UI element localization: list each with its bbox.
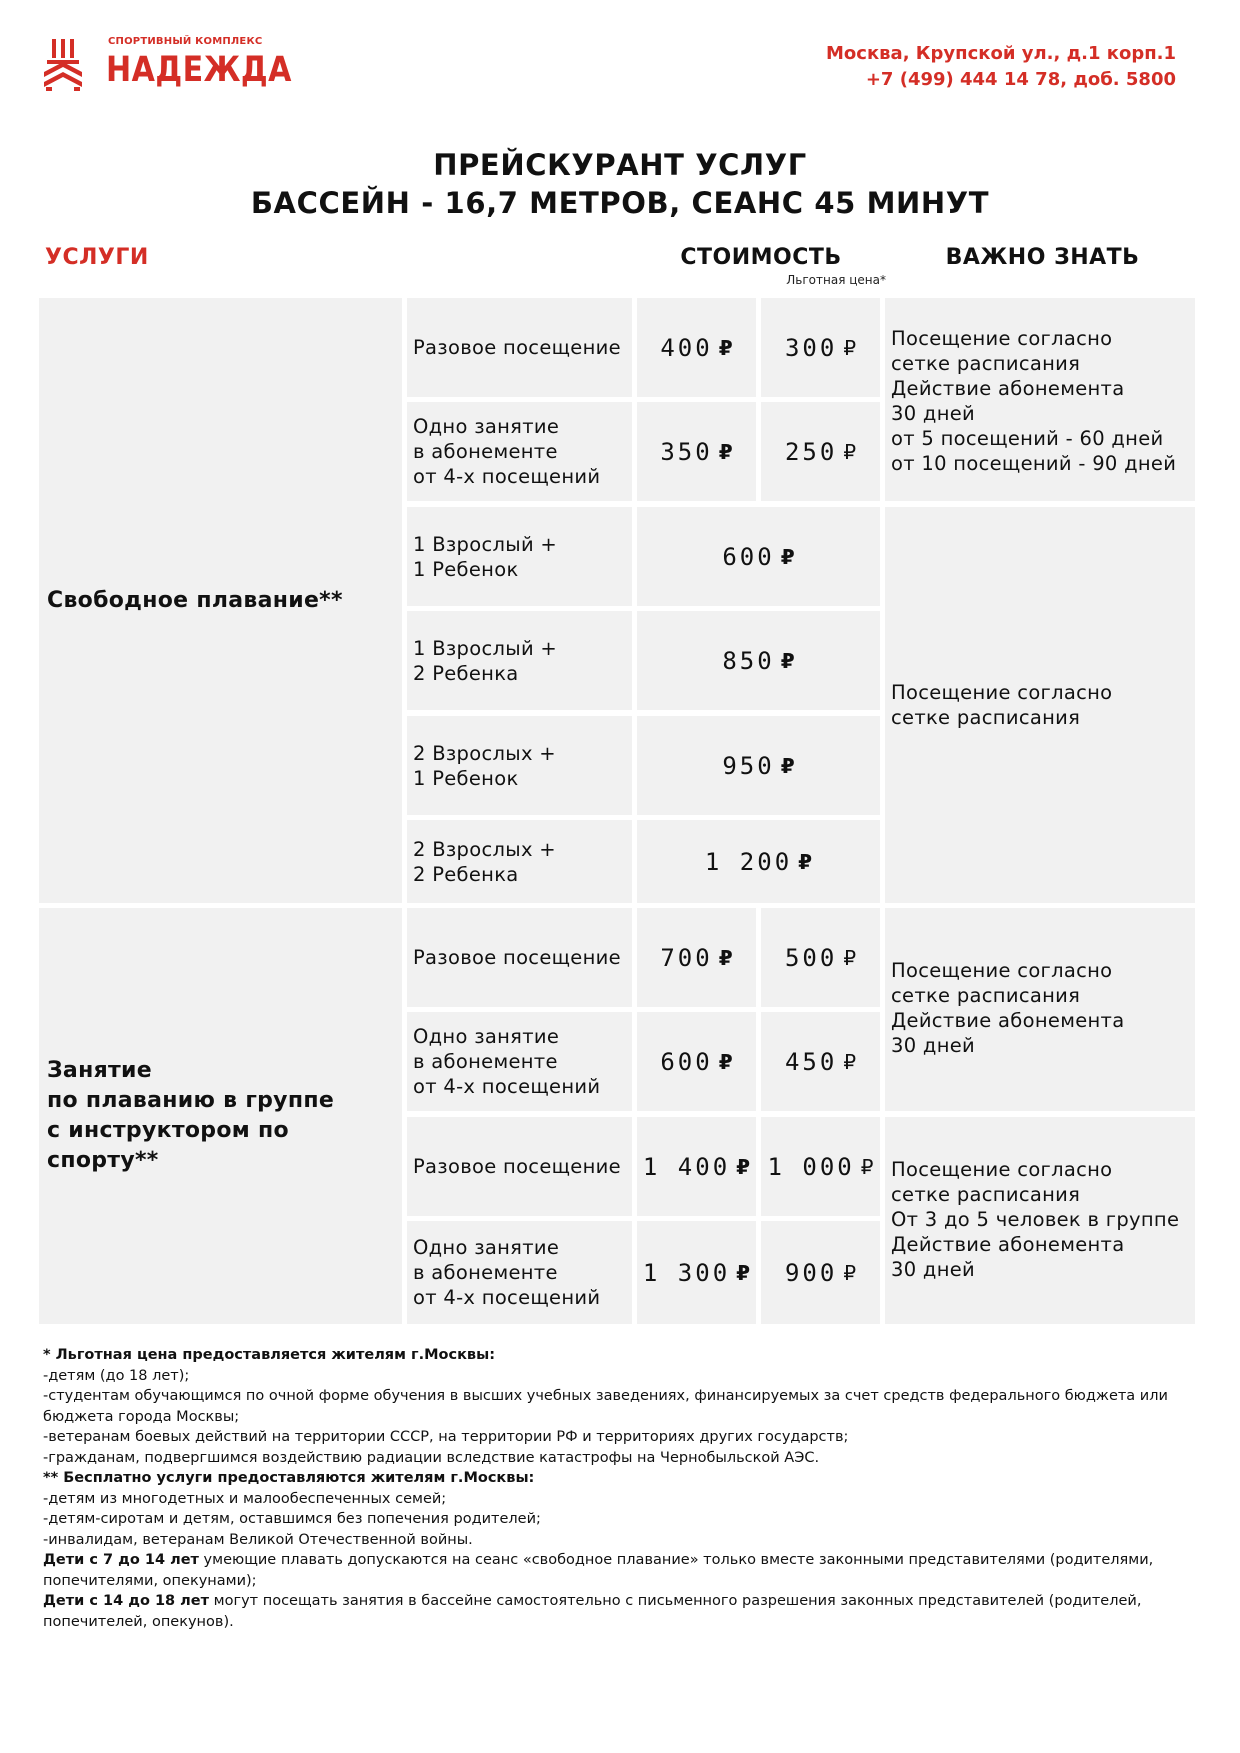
- ruble-icon: ₽: [736, 1260, 751, 1285]
- price-cell: [637, 1117, 756, 1216]
- price-cell: [637, 298, 756, 397]
- ruble-icon: ₽: [843, 335, 857, 360]
- discount-price-cell: [761, 1117, 880, 1216]
- logo-subtitle: СПОРТИВНЫЙ КОМПЛЕКС: [108, 36, 263, 47]
- discount-note-item: -студентам обучающимся по очной форме обучения в высших учебных заведениях, финансируемых за счет средств федерального бюджета или бюджета города Москвы;: [43, 1388, 1168, 1425]
- ruble-icon: ₽: [843, 1049, 857, 1074]
- kids-7-14-text: умеющие плавать допускаются на сеанс «свободное плавание» только вместе законными представителями (родителями, попечителями, опекунами);: [43, 1552, 1154, 1589]
- free-note-item: -инвалидам, ветеранам Великой Отечественной войны.: [43, 1531, 473, 1548]
- page-title: ПРЕЙСКУРАНТ УСЛУГ: [433, 148, 807, 182]
- ruble-icon: ₽: [718, 335, 733, 360]
- price-value: 400: [660, 333, 713, 362]
- category-group-lesson: Занятие по плаванию в группе с инструктором по спорту**: [39, 908, 402, 1324]
- discount-price-note: Льготная цена*: [786, 273, 886, 287]
- info-group-small: Посещение согласно сетке расписания От 3 до 5 человек в группе Действие абонемента 30 дней: [885, 1117, 1195, 1324]
- discount-note-item: -детям (до 18 лет);: [43, 1367, 190, 1384]
- price-value: 700: [660, 943, 713, 972]
- discount-price-value: 450: [784, 1047, 838, 1076]
- kids-7-14-label: Дети с 7 до 14 лет: [43, 1552, 199, 1568]
- price-cell: [637, 1221, 756, 1324]
- service-label: Одно занятие в абонементе от 4-х посещений: [407, 402, 632, 501]
- page-subtitle: БАССЕЙН - 16,7 МЕТРОВ, СЕАНС 45 МИНУТ: [250, 186, 990, 220]
- footnotes: [43, 1345, 1203, 1632]
- kids-7-14-note: [43, 1550, 1203, 1591]
- column-header-services: УСЛУГИ: [45, 245, 149, 270]
- kids-14-18-label: Дети с 14 до 18 лет: [43, 1593, 210, 1609]
- service-label: 2 Взрослых + 2 Ребенка: [407, 820, 632, 903]
- price-value: 1 400: [642, 1152, 731, 1181]
- info-free-swim-single: Посещение согласно сетке расписания Действие абонемента 30 дней от 5 посещений - 60 дней от 10 посещений - 90 дней: [885, 298, 1195, 501]
- ruble-icon: ₽: [843, 1260, 857, 1285]
- price-cell: [637, 611, 880, 710]
- price-value: 350: [660, 437, 713, 466]
- discount-price-value: 300: [784, 333, 838, 362]
- discount-price-cell: [761, 1012, 880, 1111]
- ruble-icon: ₽: [843, 439, 857, 464]
- ruble-icon: ₽: [843, 945, 857, 970]
- service-label: Разовое посещение: [407, 298, 632, 397]
- price-cell: [637, 402, 756, 501]
- service-label: 1 Взрослый + 2 Ребенка: [407, 611, 632, 710]
- price-cell: [637, 716, 880, 815]
- free-note-item: -детям-сиротам и детям, оставшимся без попечения родителей;: [43, 1511, 541, 1527]
- info-group-standard: Посещение согласно сетке расписания Действие абонемента 30 дней: [885, 908, 1195, 1111]
- discount-price-cell: [761, 402, 880, 501]
- discount-price-value: 900: [784, 1258, 838, 1287]
- ruble-icon: ₽: [718, 945, 733, 970]
- ruble-icon: ₽: [780, 544, 795, 569]
- price-cell: [637, 507, 880, 606]
- address: Москва, Крупской ул., д.1 корп.1: [826, 43, 1176, 64]
- price-value: 850: [722, 646, 775, 675]
- discount-price-value: 500: [784, 943, 838, 972]
- ruble-icon: ₽: [780, 648, 795, 673]
- discount-note-item: -ветеранам боевых действий на территории СССР, на территории РФ и территориях других государств;: [43, 1429, 849, 1445]
- category-free-swim: Свободное плавание**: [39, 298, 402, 903]
- ruble-icon: ₽: [780, 753, 795, 778]
- kids-14-18-note: [43, 1591, 1203, 1632]
- info-free-swim-family: Посещение согласно сетке расписания: [885, 507, 1195, 903]
- column-header-info: ВАЖНО ЗНАТЬ: [945, 245, 1140, 270]
- logo-name: НАДЕЖДА: [106, 50, 292, 90]
- ruble-icon: ₽: [718, 1049, 733, 1074]
- price-value: 950: [722, 751, 775, 780]
- discount-note-item: -гражданам, подвергшимся воздействию радиации вследствие катастрофы на Чернобыльской АЭС.: [43, 1449, 820, 1466]
- service-label: Разовое посещение: [407, 908, 632, 1007]
- price-value: 600: [722, 542, 775, 571]
- price-cell: [637, 908, 756, 1007]
- service-label: Одно занятие в абонементе от 4-х посещений: [407, 1012, 632, 1111]
- phone[interactable]: +7 (499) 444 14 78, доб. 5800: [865, 69, 1176, 90]
- free-note-item: -детям из многодетных и малообеспеченных семей;: [43, 1490, 447, 1507]
- ruble-icon: ₽: [736, 1154, 751, 1179]
- column-header-price: СТОИМОСТЬ: [680, 245, 842, 270]
- price-value: 1 200: [704, 847, 793, 876]
- service-label: Одно занятие в абонементе от 4-х посещений: [407, 1221, 632, 1324]
- ruble-icon: ₽: [798, 849, 813, 874]
- contact-block: [826, 41, 1176, 93]
- discount-price-value: 250: [784, 437, 838, 466]
- service-label: 2 Взрослых + 1 Ребенок: [407, 716, 632, 815]
- price-value: 1 300: [642, 1258, 731, 1287]
- service-label: Разовое посещение: [407, 1117, 632, 1216]
- discount-price-cell: [761, 908, 880, 1007]
- ruble-icon: ₽: [860, 1154, 874, 1179]
- discount-price-cell: [761, 298, 880, 397]
- service-label: 1 Взрослый + 1 Ребенок: [407, 507, 632, 606]
- kids-14-18-text: могут посещать занятия в бассейне самостоятельно с письменного разрешения законных представителей (родителей, попечителей, опекунов).: [43, 1593, 1142, 1630]
- ruble-icon: ₽: [718, 439, 733, 464]
- price-value: 600: [660, 1047, 713, 1076]
- discount-price-value: 1 000: [767, 1152, 855, 1181]
- discount-notes-heading: * Льготная цена предоставляется жителям г.Москвы:: [43, 1347, 496, 1363]
- price-cell: [637, 820, 880, 903]
- price-cell: [637, 1012, 756, 1111]
- discount-price-cell: [761, 1221, 880, 1324]
- free-notes-heading: ** Бесплатно услуги предоставляются жителям г.Москвы:: [43, 1470, 535, 1486]
